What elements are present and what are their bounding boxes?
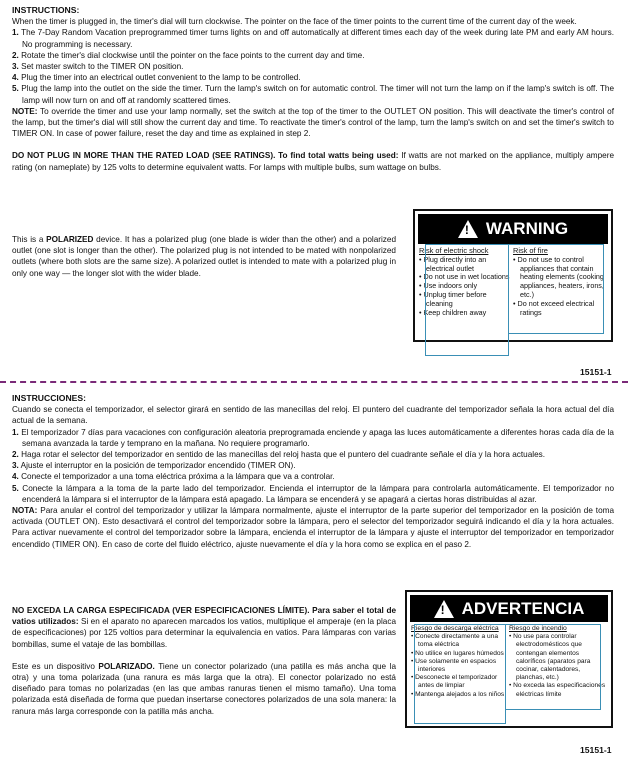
step-number: 3. xyxy=(12,461,19,471)
warning-item-text: Unplug timer before cleaning xyxy=(423,289,487,308)
step-number: 4. xyxy=(12,472,19,482)
bullet-icon: • xyxy=(513,254,518,264)
polarized-paragraph xyxy=(12,234,396,279)
note-paragraph xyxy=(12,106,614,140)
bullet-icon: • xyxy=(419,307,424,317)
warning-triangle-icon: ! xyxy=(458,220,478,238)
step-item xyxy=(12,471,614,482)
step-item xyxy=(12,72,614,83)
warning-item-text: No utilice en lugares húmedos xyxy=(415,649,504,657)
step-text: El temporizador 7 días para vacaciones con configuración aleatoria preprogramada enciende y apaga las luces automáticamente a diferentes horas cada día de la semana avanzada la tarde y temprano en la mañana. No requiere programarlo. xyxy=(21,427,614,448)
polar-bold: POLARIZED xyxy=(46,235,94,244)
note-label: NOTE: xyxy=(12,106,38,116)
load-paragraph-es xyxy=(12,605,396,717)
step-number: 4. xyxy=(12,73,19,83)
warning-item-text: Do not use to control appliances that contain heating elements (cooking appliances, heaters, irons, etc.) xyxy=(517,254,604,299)
bullet-icon: • xyxy=(411,690,416,698)
warning-title: WARNING xyxy=(485,219,569,238)
step-text: Conecte el temporizador a una toma eléctrica próxima a la lámpara que va a controlar. xyxy=(21,472,335,482)
bullet-icon: • xyxy=(419,289,424,299)
cut-line xyxy=(0,381,628,383)
step-item xyxy=(12,61,614,72)
step-text: Plug the lamp into the outlet on the side the timer. Turn the lamp's switch on for automatic control. The timer will not turn the lamp on if the lamp's switch is off. The lamp will now turn on and off at randomly scattered times. xyxy=(21,84,614,105)
warning-item-text: No use para controlar electrodomésticos que contengan elementos caloríficos (aparatos para cocinar, calentadores, planchas, etc.) xyxy=(513,633,591,682)
product-code-es: 15151-1 xyxy=(580,745,612,755)
note-label-es: NOTA: xyxy=(12,506,38,516)
advertencia-title: ADVERTENCIA xyxy=(461,598,585,618)
step-item xyxy=(12,427,614,449)
step-number: 2. xyxy=(12,450,19,460)
warning-item-text: Use solamente en espacios interiores xyxy=(415,657,497,674)
note-text: To override the timer and use your lamp normally, set the switch at the top of the timer to the OUTLET ON position. This will deactivate the timer's control of the lamp, but the timer's dial will still show the current day and time. To reactivate the timer's control of the lamp, turn the lamp's switch on and set the timer's switch to TIMER ON. In case of power failure, reset the day and time as explained in step 2. xyxy=(12,106,614,139)
advertencia-banner xyxy=(410,595,608,622)
step-text: Conecte la lámpara a la toma de la parte lado del temporizador. Encienda el interruptor de la lámpara para controlarla automáticamente. El temporizador no encenderá la lámpara si el interruptor de la lámpara está apagado. La lámpara se encenderá y se apagará a ciertas horas distribuidas al azar. xyxy=(22,483,615,504)
step-number: 2. xyxy=(12,50,19,60)
intro-text: When the timer is plugged in, the timer's dial will turn clockwise. The pointer on the face of the timer points to the current time of the current day of the week. xyxy=(12,17,577,27)
step-item xyxy=(12,27,614,49)
step-number: 3. xyxy=(12,62,19,72)
english-instructions xyxy=(12,5,614,173)
polar-pre: This is a xyxy=(12,235,44,244)
bullet-icon: • xyxy=(509,633,514,641)
bullet-icon: • xyxy=(513,298,518,308)
highlight-frame xyxy=(414,624,506,724)
step-text: Haga rotar el selector del temporizador en sentido de las manecillas del reloj hasta que el puntero del cuadrante señale el día y la hora actuales. xyxy=(21,450,545,460)
warning-item-text: Use indoors only xyxy=(423,281,478,291)
step-number: 5. xyxy=(12,483,19,493)
warning-item-text: Keep children away xyxy=(423,307,487,317)
bullet-icon: • xyxy=(411,657,416,665)
steps-list xyxy=(12,27,614,105)
warning-item-text: Conecte directamente a una toma eléctrica xyxy=(415,633,498,649)
bullet-icon: • xyxy=(419,272,424,282)
load-paragraph xyxy=(12,150,614,172)
bullet-icon: • xyxy=(411,674,416,682)
step-text: Ajuste el interruptor en la posición de temporizador encendido (TIMER ON). xyxy=(20,461,296,471)
shock-risk-header: Risk of electric shock xyxy=(419,246,489,255)
warning-item-text: Plug directly into an electrical outlet xyxy=(423,254,487,273)
highlight-frame xyxy=(505,624,601,710)
step-text: Plug the timer into an electrical outlet convenient to the lamp to be controlled. xyxy=(21,73,301,83)
step-number: 1. xyxy=(12,28,19,38)
step-item xyxy=(12,83,614,105)
load-warning-bold: DO NOT PLUG IN MORE THAN THE RATED LOAD (SEE RATINGS). To find total watts being used: xyxy=(12,151,399,161)
note-text-es: Para anular el control del temporizador y utilizar la lámpara normalmente, ajuste el interruptor de la parte superior del temporizador en la posición de toma activada (OUTLET ON). Esto desactivará el control del temporizador sobre la lámpara, pero el selector del temporizador seguirá indicando el día y la hora actuales. Para activar nuevamente el control del temporizador sobre la lámpara, encienda el interruptor de la lámpara y ajuste el interruptor del temporizador en temporizador encendido (TIMER ON). En caso de corte del fluido eléctrico, ajuste nuevamente el día y la hora como se explica en el paso 2. xyxy=(12,506,615,549)
warning-item-text: No exceda las especificaciones eléctricas límite xyxy=(513,682,606,698)
instructions-heading: INSTRUCTIONS: xyxy=(12,5,80,15)
product-code: 15151-1 xyxy=(580,367,612,377)
step-text: Set master switch to the TIMER ON position. xyxy=(21,62,184,72)
polarized-paragraph-es xyxy=(12,661,396,717)
step-text: Rotate the timer's dial clockwise until the pointer on the face points to the current day and time. xyxy=(21,50,365,60)
step-item xyxy=(12,460,614,471)
warning-item-text: Mantenga alejados a los niños xyxy=(415,690,505,698)
warning-banner xyxy=(418,214,608,244)
polar-text-es: Tiene un conector polarizado (una patilla es más ancha que la otra) y una toma polarizada (una ranura es más larga que la otra). El conector polarizado no está diseñado para tomas no polarizadas (en las que ambas ranuras tienen el mismo tamaño). Una toma polarizada está diseñada de forma que puedan insertarse conectores polarizados de una sola manera: la ranura más larga corresponde con la patilla más ancha. xyxy=(12,661,396,716)
load-text-es: Si en el aparato no aparecen marcados los vatios, multiplique el amperaje (en la placa de especificaciones) por 125 voltios para determinar la equivalencia en vatios. Para lámparas con varias bombillas, sume el vataje de las bombillas. xyxy=(12,617,397,649)
bullet-icon: • xyxy=(411,649,416,657)
intro-text-es: Cuando se conecta el temporizador, el selector girará en sentido de las manecillas del reloj. El puntero del cuadrante del temporizador señala la hora actual del día actual de la semana. xyxy=(12,405,614,426)
load-text: If watts are not marked on the appliance, multiply ampere rating (on nameplate) by 125 volts to determine equivalent watts. For lamps with multiple bulbs, sum wattage on bulbs. xyxy=(12,151,615,172)
bullet-icon: • xyxy=(419,281,424,291)
step-number: 5. xyxy=(12,84,19,94)
step-item xyxy=(12,483,614,505)
step-text: The 7-Day Random Vacation preprogrammed timer turns lights on and off automatically at different times each day of the week during late PM and early AM hours. No programming is necessary. xyxy=(21,28,614,49)
polar-text: device. It has a polarized plug (one blade is wider than the other) and a polarized outlet (one slot is longer than the other). The polarized plug is not intended to be mated with nonpolarized outlets (where both slots are the same size). A polarized outlet is intended to mate with a polarized plug in only one way — the longer slot with the wider blade. xyxy=(12,235,397,278)
spanish-instructions xyxy=(12,393,614,550)
step-item xyxy=(12,50,614,61)
load-warning-bold-es: NO EXCEDA LA CARGA ESPECIFICADA (VER ESPECIFICACIONES LÍMITE). Para saber el total de vatios utilizados: xyxy=(12,606,396,627)
shock-risk-header-es: Riesgo de descarga eléctrica xyxy=(411,625,499,632)
warning-triangle-icon: ! xyxy=(434,600,454,618)
fire-risk-header: Risk of fire xyxy=(513,246,548,255)
instrucciones-heading: INSTRUCCIONES: xyxy=(12,393,87,403)
bullet-icon: • xyxy=(419,254,424,264)
steps-list-es xyxy=(12,427,614,505)
warning-item-text: Do not use in wet locations xyxy=(423,272,510,282)
note-paragraph-es xyxy=(12,505,614,550)
bullet-icon: • xyxy=(411,633,416,641)
bullet-icon: • xyxy=(509,682,514,690)
warning-item-text: Desconecte el temporizador antes de limpiar xyxy=(415,674,498,690)
step-number: 1. xyxy=(12,427,19,437)
polar-bold-es: POLARIZADO. xyxy=(98,661,155,671)
highlight-frame xyxy=(508,244,604,334)
highlight-frame xyxy=(425,244,509,356)
polar-pre-es: Este es un dispositivo xyxy=(12,661,95,671)
step-item xyxy=(12,449,614,460)
warning-item-text: Do not exceed electrical ratings xyxy=(517,298,595,317)
fire-risk-header-es: Riesgo de incendio xyxy=(509,625,567,632)
